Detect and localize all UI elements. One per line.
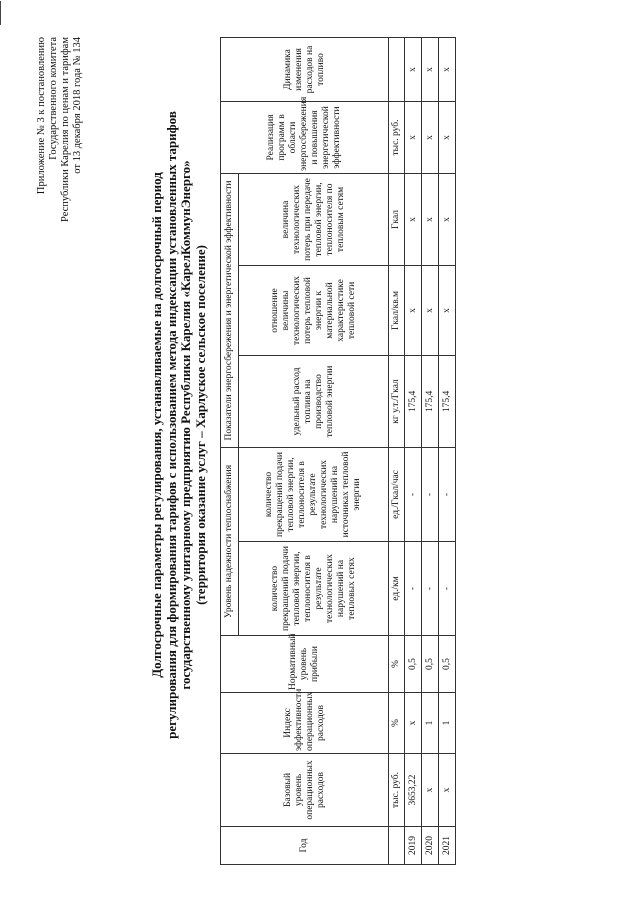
table-cell: 1 <box>422 693 439 754</box>
unit-cell: % <box>389 693 405 754</box>
unit-cell: Гкал/кв.м <box>389 265 405 355</box>
table-cell: х <box>405 265 422 355</box>
appendix-line-1: Приложение № 3 к постановлению <box>36 37 47 195</box>
table-cell: 3653,22 <box>405 754 422 827</box>
table-cell: 0,5 <box>439 636 456 693</box>
table-cell: - <box>439 542 456 636</box>
appendix-line-4: от 13 декабря 2018 года № 134 <box>72 37 83 174</box>
header-efficiency-index: Индекс эффективности операционных расходов <box>221 693 389 754</box>
unit-cell <box>389 37 405 101</box>
unit-cell <box>389 827 405 865</box>
table-cell: х <box>439 101 456 173</box>
table-cell: х <box>405 173 422 265</box>
header-reliability-group: Уровень надежности теплоснабжения <box>221 447 239 635</box>
table-cell: х <box>422 101 439 173</box>
title-line-4: (территория оказание услуг – Харлуское сельское поселение) <box>192 245 208 605</box>
parameters-table <box>220 37 456 865</box>
header-year: Год <box>221 827 389 865</box>
table-cell: 175,4 <box>439 355 456 447</box>
table-cell: - <box>405 542 422 636</box>
table-cell: - <box>422 542 439 636</box>
header-loss-value: величина технологических потерь при передаче тепловой энергии, теплоносителя по тепловым сетям <box>239 173 389 265</box>
appendix-line-3: Республики Карелия по ценам и тарифам <box>60 37 71 222</box>
table-cell: х <box>422 754 439 827</box>
table-cell: 175,4 <box>422 355 439 447</box>
unit-cell: ед./км <box>389 542 405 636</box>
table-cell: х <box>439 265 456 355</box>
table-cell: - <box>405 447 422 541</box>
table-cell: 0,5 <box>405 636 422 693</box>
table-cell: х <box>405 693 422 754</box>
table-cell: х <box>422 37 439 101</box>
table-cell: 1 <box>439 693 456 754</box>
header-programs: Реализация программ в области энергосбережения и повышения энергетической эффективности <box>221 101 389 173</box>
table-cell: 0,5 <box>422 636 439 693</box>
appendix-line-2: Государственного комитета <box>48 37 59 160</box>
document-title <box>150 95 208 755</box>
header-profit-norm: Нормативный уровень прибыли <box>221 636 389 693</box>
table-cell: х <box>439 754 456 827</box>
row-year: 2019 <box>405 827 422 865</box>
unit-cell: ед./Гкал/час <box>389 447 405 541</box>
table-cell: х <box>439 173 456 265</box>
table-cell: х <box>405 37 422 101</box>
title-line-2: регулирования для формирования тарифов с использованием метода индексации установленных тарифов <box>163 111 179 739</box>
table-cell: х <box>422 173 439 265</box>
appendix-note <box>36 37 84 367</box>
header-reliability-sources: количество прекращений подачи тепловой энергии, теплоносителя в результате технологических нарушений на источниках тепловой энергии <box>239 447 389 541</box>
table-cell: х <box>405 101 422 173</box>
header-base-level: Базовый уровень операционных расходов <box>221 754 389 827</box>
header-energy-group: Показатели энергосбережения и энергетической эффективности <box>221 173 239 447</box>
table-cell: - <box>439 447 456 541</box>
unit-cell: тыс. руб. <box>389 101 405 173</box>
unit-cell: тыс. руб. <box>389 754 405 827</box>
unit-cell: Гкал <box>389 173 405 265</box>
table-row <box>405 37 422 864</box>
header-fuel-rate: удельный расход топлива на производство тепловой энергии <box>239 355 389 447</box>
table-cell: - <box>422 447 439 541</box>
unit-cell: % <box>389 636 405 693</box>
table-cell: х <box>422 265 439 355</box>
title-line-3: государственному унитарному предприятию Республики Карелия «КарелКоммунЭнерго» <box>178 160 193 690</box>
top-rule <box>0 1 1 25</box>
header-fuel-dynamics: Динамика изменения расходов на топливо <box>221 37 389 101</box>
table-cell: х <box>439 37 456 101</box>
table-row <box>439 37 456 864</box>
header-reliability-networks: количество прекращений подачи тепловой энергии, теплоносителя в результате технологических нарушений на тепловых сетях <box>239 542 389 636</box>
unit-cell: кг у.т./Гкал <box>389 355 405 447</box>
header-loss-ratio: отношение величины технологических потерь тепловой энергии к материальной характеристике тепловой сети <box>239 265 389 355</box>
title-line-1: Долгосрочные параметры регулирования, устанавливаемые на долгосрочный период <box>149 172 164 678</box>
table-row <box>422 37 439 864</box>
row-year: 2020 <box>422 827 439 865</box>
table-cell: 175,4 <box>405 355 422 447</box>
row-year: 2021 <box>439 827 456 865</box>
